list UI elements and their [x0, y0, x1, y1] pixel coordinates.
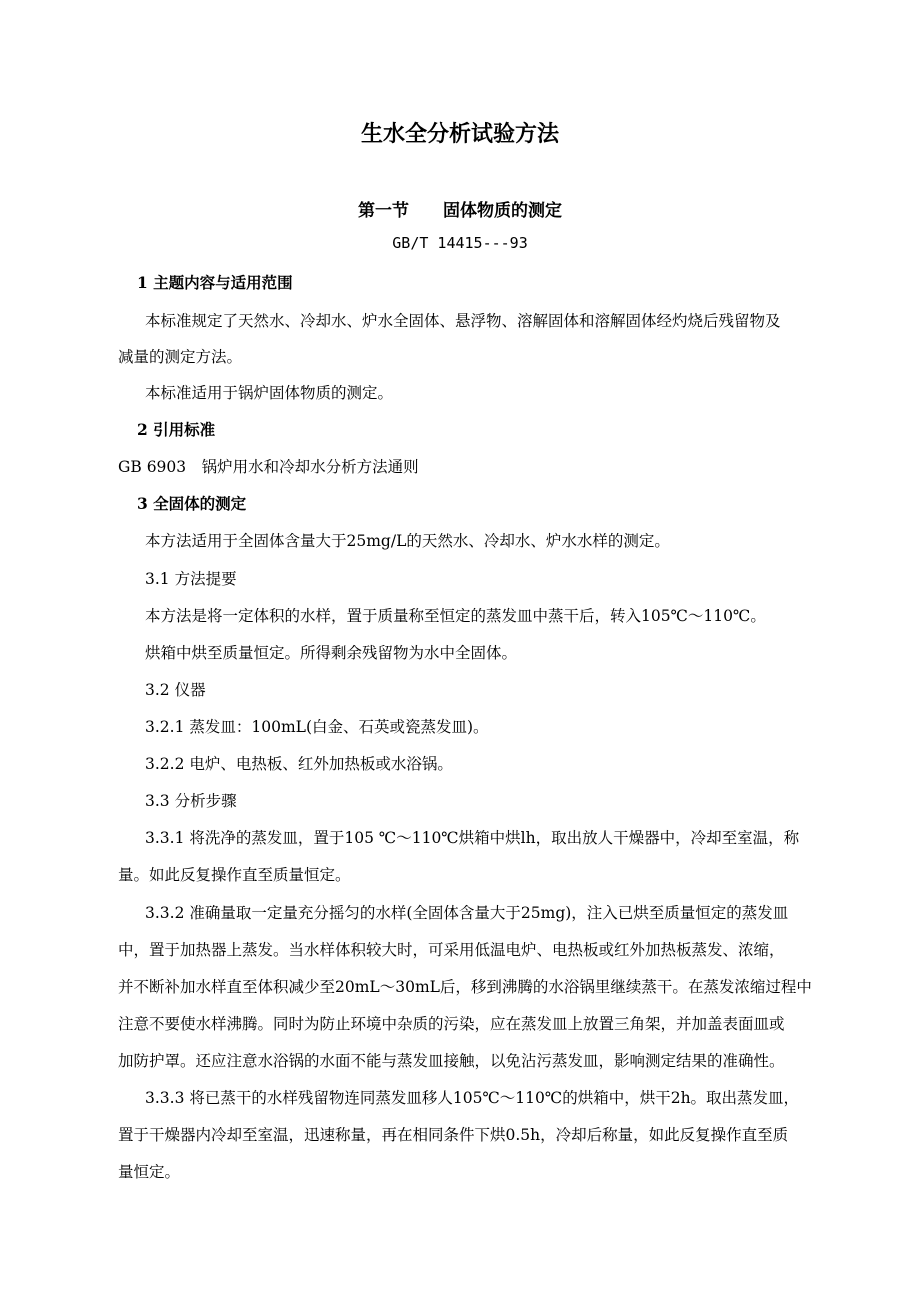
- heading-2: 2 引用标准: [137, 420, 216, 439]
- subheading: 3.3 分析步骤: [145, 792, 237, 810]
- paragraph-line: 注意不要使水样沸腾。同时为防止环境中杂质的污染，应在蒸发皿上放置三角架，并加盖表面皿或: [118, 1015, 785, 1033]
- paragraph-line: 3.3.1 将洗净的蒸发皿，置于105 ℃～110℃烘箱中烘lh，取出放人干燥器中，冷却至室温，称: [145, 829, 800, 847]
- paragraph-line: 本方法是将一定体积的水样，置于质量称至恒定的蒸发皿中蒸干后，转入105℃～110℃。: [145, 607, 766, 625]
- paragraph-line: 量。如此反复操作直至质量恒定。: [118, 866, 351, 884]
- subheading: 3.1 方法提要: [145, 570, 237, 588]
- paragraph-line: 本标准规定了天然水、冷却水、炉水全固体、悬浮物、溶解固体和溶解固体经灼烧后残留物及: [145, 312, 781, 330]
- paragraph-line: 3.3.2 准确量取一定量充分摇匀的水样(全固体含量大于25mg)，注入已烘至质量恒定的蒸发皿: [145, 904, 789, 922]
- paragraph-line: 本标准适用于锅炉固体物质的测定。: [145, 384, 394, 402]
- paragraph-line: 中，置于加热器上蒸发。当水样体积较大时，可采用低温电炉、电热板或红外加热板蒸发、浓缩，: [118, 941, 785, 959]
- paragraph-line: 量恒定。: [118, 1163, 181, 1181]
- heading-1: 1 主题内容与适用范围: [137, 273, 293, 292]
- paragraph-line: 3.3.3 将已蒸干的水样残留物连同蒸发皿移人105℃～110℃的烘箱中，烘干2h。取出蒸发皿，: [145, 1089, 800, 1107]
- paragraph-line: 本方法适用于全固体含量大于25mg/L的天然水、冷却水、炉水水样的测定。: [145, 532, 670, 550]
- paragraph-line: GB 6903 锅炉用水和冷却水分析方法通则: [118, 458, 419, 476]
- paragraph-line: 加防护罩。还应注意水浴锅的水面不能与蒸发皿接触，以免沾污蒸发皿，影响测定结果的准确性。: [118, 1052, 785, 1070]
- paragraph-line: 3.2.2 电炉、电热板、红外加热板或水浴锅。: [145, 755, 453, 773]
- paragraph-line: 3.2.1 蒸发皿：100mL(白金、石英或瓷蒸发皿)。: [145, 718, 489, 736]
- section-heading: 第一节 固体物质的测定: [358, 201, 562, 221]
- document-title: 生水全分析试验方法: [360, 121, 559, 147]
- paragraph-line: 并不断补加水样直至体积减少至20mL～30mL后，移到沸腾的水浴锅里继续蒸干。在蒸发浓缩过程中: [118, 978, 812, 996]
- paragraph-line: 置于干燥器内冷却至室温，迅速称量，再在相同条件下烘0.5h，冷却后称量，如此反复操作直至质: [118, 1126, 789, 1144]
- heading-3: 3 全固体的测定: [137, 494, 247, 513]
- paragraph-line: 烘箱中烘至质量恒定。所得剩余残留物为水中全固体。: [145, 644, 518, 662]
- paragraph-line: 减量的测定方法。: [118, 348, 243, 366]
- standard-number: GB/T 14415---93: [392, 234, 528, 252]
- subheading: 3.2 仪器: [145, 681, 206, 699]
